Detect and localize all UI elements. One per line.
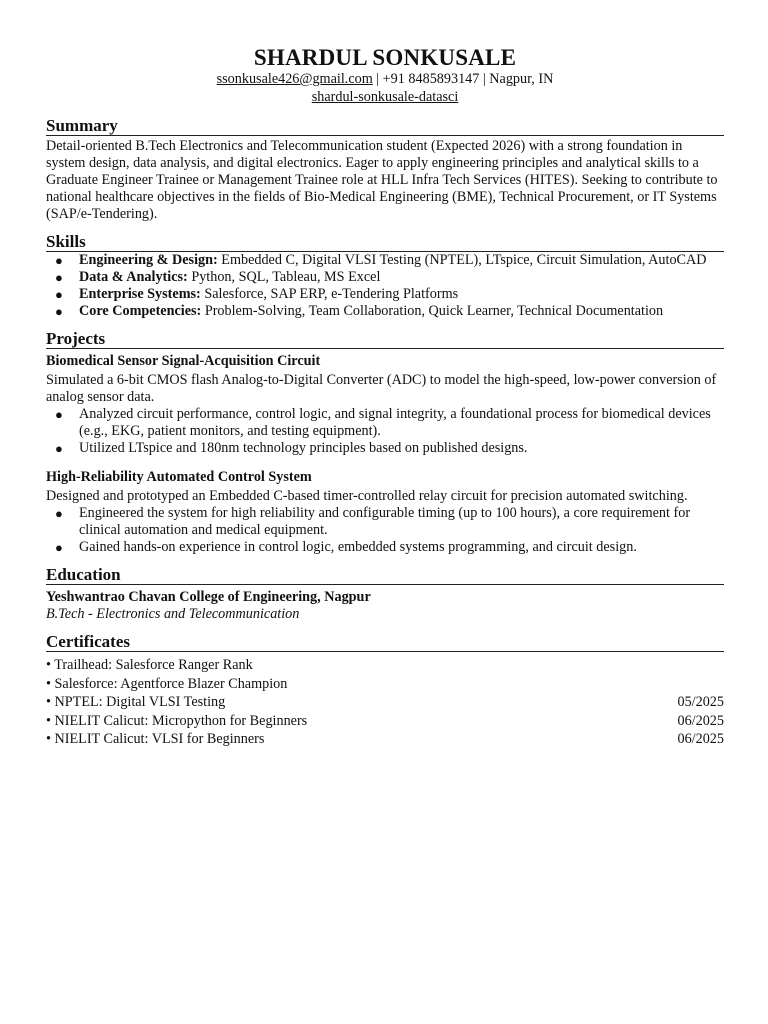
education-degree: B.Tech - Electronics and Telecommunication	[46, 606, 300, 622]
bullet-icon: ●	[55, 287, 63, 302]
project-description: Simulated a 6-bit CMOS flash Analog-to-Digital Converter (ADC) to model the high-speed, low-power conversion of analog sensor data.	[46, 372, 717, 405]
section-title-projects: Projects	[46, 329, 724, 349]
bullet-text: Engineered the system for high reliability and configurable timing (up to 100 hours), a core requirement for clinical automation and medical equipment.	[79, 505, 691, 538]
certificate-row	[46, 712, 724, 731]
skill-value: Python, SQL, Tableau, MS Excel	[187, 269, 381, 285]
linkedin-link[interactable]: shardul-sonkusale-datasci	[311, 89, 459, 105]
project-entry	[46, 469, 724, 556]
section-title-skills: Skills	[46, 232, 724, 252]
bullet-text: Analyzed circuit performance, control logic, and signal integrity, a foundational process for biomedical devices (e.g., EKG, patient monitors, and testing equipment).	[79, 406, 711, 439]
certificate-row	[46, 730, 724, 749]
certificate-date: 05/2025	[677, 694, 724, 711]
bullet-icon: ●	[55, 304, 63, 319]
summary-text: Detail-oriented B.Tech Electronics and Telecommunication student (Expected 2026) with a strong foundation in system design, data analysis, and digital electronics. Eager to apply engineering principles and analytical skills to a Graduate Engineer Trainee or Management Trainee role at HLL Infra Tech Services (HITES). Seeking to contribute to national healthcare objectives in the fields of Bio-Medical Engineering (BME), Technical Procurement, or IT Systems (SAP/e-Tendering).	[46, 138, 718, 222]
bullet-icon: ●	[55, 253, 63, 268]
resume-content	[46, 44, 724, 749]
header	[46, 44, 724, 106]
certificate-row	[46, 675, 724, 694]
skill-value: Embedded C, Digital VLSI Testing (NPTEL), LTspice, Circuit Simulation, AutoCAD	[217, 252, 707, 268]
list-item	[46, 440, 724, 457]
list-item	[46, 539, 724, 556]
skills-list	[46, 252, 724, 320]
project-description: Designed and prototyped an Embedded C-based timer-controlled relay circuit for precision automated switching.	[46, 488, 688, 504]
list-item	[46, 252, 724, 269]
certificate-row	[46, 656, 724, 675]
certificate-list	[46, 656, 724, 749]
certificate-name: • NIELIT Calicut: Micropython for Beginners	[46, 712, 308, 729]
linkedin-line	[46, 88, 724, 106]
skill-label: Enterprise Systems:	[79, 286, 201, 302]
list-item	[46, 269, 724, 286]
bullet-icon: ●	[55, 270, 63, 285]
phone-location: | +91 8485893147 | Nagpur, IN	[372, 71, 554, 87]
candidate-name: SHARDUL SONKUSALE	[253, 45, 517, 70]
certificate-name: • Salesforce: Agentforce Blazer Champion	[46, 675, 288, 692]
skill-value: Salesforce, SAP ERP, e-Tendering Platforms	[200, 286, 459, 302]
project-title: Biomedical Sensor Signal-Acquisition Circuit	[46, 353, 321, 369]
skill-label: Core Competencies:	[79, 303, 202, 319]
list-item	[46, 303, 724, 320]
bullet-icon: ●	[55, 540, 63, 555]
bullet-text: Gained hands-on experience in control logic, embedded systems programming, and circuit design.	[79, 539, 637, 555]
project-bullets	[46, 406, 724, 457]
project-bullets	[46, 505, 724, 556]
list-item	[46, 286, 724, 303]
project-entry	[46, 353, 724, 457]
skill-value: Problem-Solving, Team Collaboration, Quick Learner, Technical Documentation	[201, 303, 664, 319]
certificate-date: 06/2025	[677, 712, 724, 729]
bullet-icon: ●	[55, 407, 63, 422]
certificate-name: • NPTEL: Digital VLSI Testing	[46, 694, 226, 711]
section-title-summary: Summary	[46, 116, 724, 136]
project-title: High-Reliability Automated Control System	[46, 469, 312, 485]
bullet-icon: ●	[55, 506, 63, 521]
contact-line	[46, 71, 724, 88]
education-school: Yeshwantrao Chavan College of Engineering, Nagpur	[46, 589, 371, 605]
list-item	[46, 406, 724, 440]
certificate-date: 06/2025	[677, 731, 724, 748]
email-link[interactable]: ssonkusale426@gmail.com	[216, 71, 373, 87]
section-title-certificates: Certificates	[46, 632, 724, 652]
skill-label: Data & Analytics:	[79, 269, 188, 285]
bullet-icon: ●	[55, 441, 63, 456]
certificate-name: • NIELIT Calicut: VLSI for Beginners	[46, 731, 265, 748]
bullet-text: Utilized LTspice and 180nm technology principles based on published designs.	[79, 440, 528, 456]
list-item	[46, 505, 724, 539]
certificate-row	[46, 693, 724, 712]
section-title-education: Education	[46, 565, 724, 585]
skill-label: Engineering & Design:	[79, 252, 218, 268]
certificate-name: • Trailhead: Salesforce Ranger Rank	[46, 657, 253, 673]
